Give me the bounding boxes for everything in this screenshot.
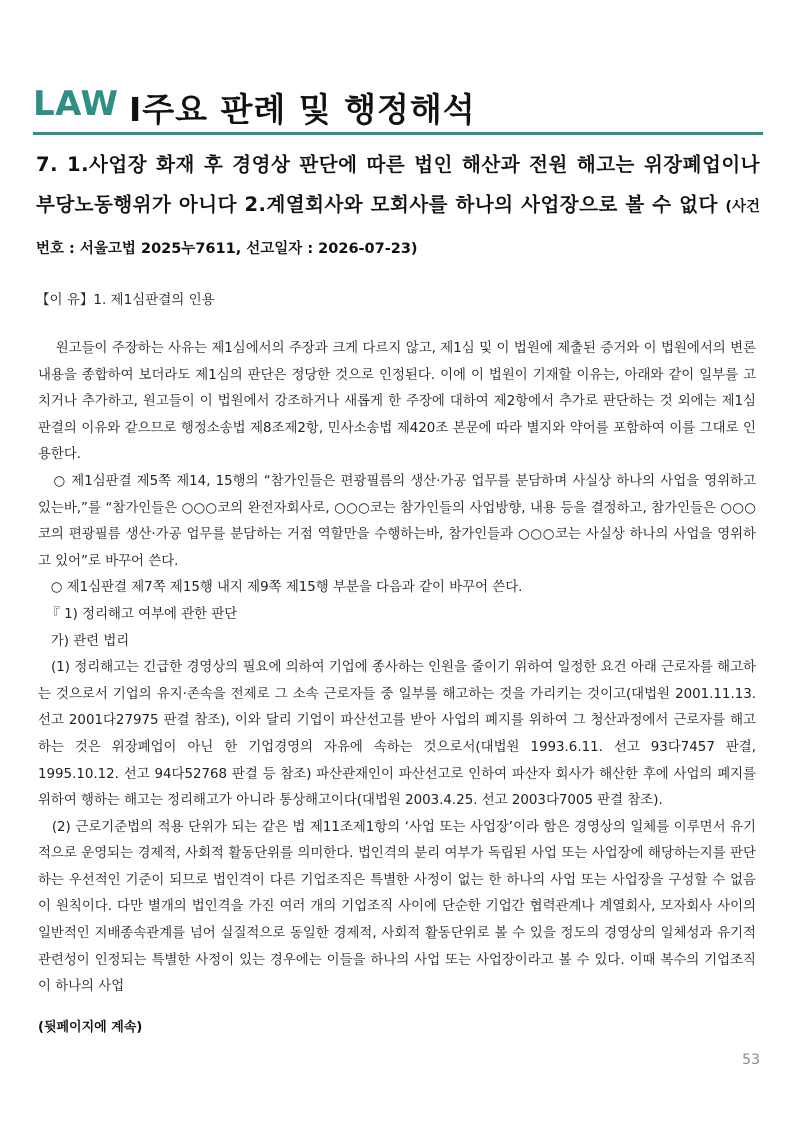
page-number: 53: [742, 1052, 760, 1068]
page-header: [33, 84, 763, 136]
paragraph: 원고들이 주장하는 사유는 제1심에서의 주장과 크게 다르지 않고, 제1심 및 이 법원에 제출된 증거와 이 법원에서의 변론 내용을 종합하여 보더라도 제1심의 판단은 정당한 것으로 인정된다. 이에 이 법원이 기재할 이유는, 아래와 같이 일부를 고치거나 추가하고, 원고들이 이 법원에서 강조하거나 새롭게 한 주장에 대하여 제2항에서 추가로 판단하는 것 외에는 제1심판결의 이유와 같으므로 행정소송법 제8조제2항, 민사소송법 제420조 본문에 따라 별지와 약어를 포함하여 이를 그대로 인용한다.: [38, 341, 761, 463]
paragraph: ○ 제1심판결 제5쪽 제14, 15행의 “참가인들은 편광필름의 생산·가공 업무를 분담하며 사실상 하나의 사업을 영위하고 있는바,”를 “참가인들은 ○○○코의 완전자회사로, ○○○코는 참가인들의 사업방향, 내용 등을 결정하고, 참가인들은 ○○○코의 편광필름 생산·가공 업무를 분담하는 거점 역할만을 수행하는바, 참가인들과 ○○○코는 사실상 하나의 사업을 영위하고 있어”로 바꾸어 쓴다.: [38, 473, 761, 569]
law-label: LAW: [33, 84, 119, 124]
header-divider: [33, 132, 763, 135]
case-meta: (사건번호 : 서울고법 2025누7611, 선고일자 : 2026-07-23): [36, 199, 760, 257]
continued-note: (뒷페이지에 계속): [38, 1020, 143, 1035]
section-title: Ⅰ주요 판례 및 행정해석: [129, 90, 476, 129]
paragraph: ○ 제1심판결 제7쪽 제15행 내지 제9쪽 제15행 부분을 다음과 같이 바꾸어 쓴다.: [38, 580, 523, 596]
paragraph: (2) 근로기준법의 적용 단위가 되는 같은 법 제11조제1항의 ‘사업 또는 사업장’이라 함은 경영상의 일체를 이루면서 유기적으로 운영되는 경제적, 사회적 활동단위를 의미한다. 법인격의 분리 여부가 독립된 사업 또는 사업장에 해당하는지를 판단하는 우선적인 기준이 되므로 법인격이 다른 기업조직은 특별한 사정이 없는 한 하나의 사업 또는 사업장을 구성할 수 없음이 원칙이다. 다만 별개의 법인격을 가진 여러 개의 기업조직 사이에 단순한 기업간 협력관계나 계열회사, 모자회사 사이의 일반적인 지배종속관계를 넘어 실질적으로 동일한 경제적, 사회적 활동단위로 볼 수 있을 정도의 경영상의 일체성과 유기적 관련성이 인정되는 특별한 사정이 있는 경우에는 이들을 하나의 사업 또는 사업장이라고 볼 수 있다. 이때 복수의 기업조직이 하나의 사업: [38, 819, 761, 995]
case-title: [36, 145, 760, 269]
paragraph: 『 1) 정리해고 여부에 관한 판단: [38, 606, 238, 622]
reason-heading: 【이 유】1. 제1심판결의 인용: [36, 292, 215, 308]
case-title-text: 7. 1.사업장 화재 후 경영상 판단에 따른 법인 해산과 전원 해고는 위장폐업이나 부당노동행위가 아니다 2.계열회사와 모회사를 하나의 사업장으로 볼 수 없다: [36, 153, 760, 216]
paragraph: (1) 정리해고는 긴급한 경영상의 필요에 의하여 기업에 종사하는 인원을 줄이기 위하여 일정한 요건 아래 근로자를 해고하는 것으로서 기업의 유지·존속을 전제로 그 소속 근로자들 중 일부를 해고하는 것을 가리키는 것이고(대법원 2001.11.13. 선고 2001다27975 판결 참조), 이와 달리 기업이 파산선고를 받아 사업의 폐지를 위하여 그 청산과정에서 근로자를 해고하는 것은 위장폐업이 아닌 한 기업경영의 자유에 속하는 것으로서(대법원 1993.6.11. 선고 93다7457 판결, 1995.10.12. 선고 94다52768 판결 등 참조) 파산관재인이 파산선고로 인하여 파산자 회사가 해산한 후에 사업의 폐지를 위하여 행하는 해고는 정리해고가 아니라 통상해고이다(대법원 2003.4.25. 선고 2003다7005 판결 참조).: [38, 660, 761, 809]
paragraph: 가) 관련 법리: [38, 633, 130, 649]
body-text: [38, 336, 761, 1001]
